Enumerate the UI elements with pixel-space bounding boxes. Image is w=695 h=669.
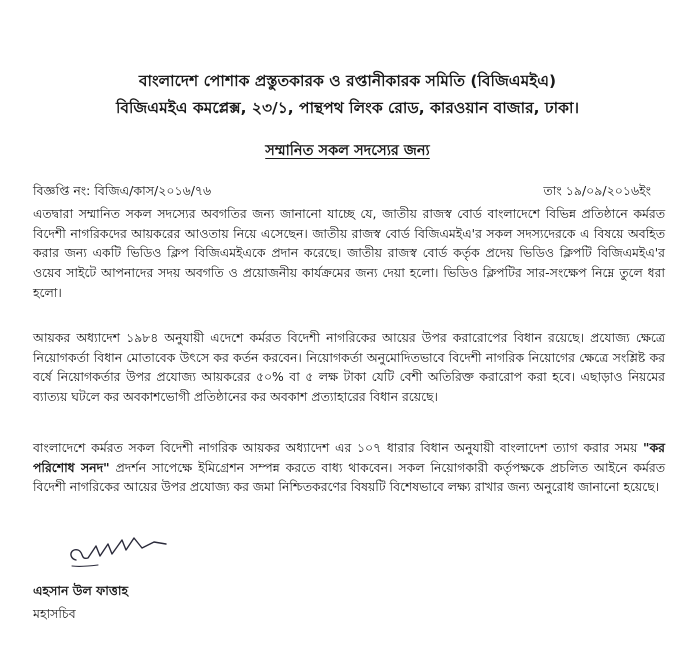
signer-designation: মহাসচিব [33, 606, 76, 621]
organization-name: বাংলাদেশ পোশাক প্রস্তুতকারক ও রপ্তানীকারক সমিতি (বিজিএমইএ) [138, 72, 557, 90]
paragraph-3 [33, 438, 665, 497]
paragraph-3-end: প্রদর্শন সাপেক্ষে ইমিগ্রেশন সম্পন্ন করতে বাধ্য থাকবেন। সকল নিয়োগকারী কর্তৃপক্ষকে প্রচলিত আইনে কর্মরত বিদেশী নাগরিকের আয়ের উপর প্রযোজ্য কর জমা নিশ্চিতকরণের বিষয়টি বিশেষভাবে লক্ষ্য রাখার জন্য অনুরোধ জানানো হয়েছে। [33, 459, 665, 495]
paragraph-1: এতদ্বারা সম্মানিত সকল সদস্যের অবগতির জন্য জানানো যাচ্ছে যে, জাতীয় রাজস্ব বোর্ড বাংলাদেশে বিভিন্ন প্রতিষ্ঠানে কর্মরত বিদেশী নাগরিকদের আয়করের আওতায় নিয়ে এসেছেন। জাতীয় রাজস্ব বোর্ড বিজিএমইএ'র সকল সদস্যদেরকে এ বিষয়ে অবহিত করার জন্য একটি ভিডিও ক্লিপ বিজিএমইএকে প্রদান করেছে। জাতীয় রাজস্ব বোর্ড কর্তৃক প্রদেয় ভিডিও ক্লিপটি বিজিএমইএ'র ওয়েব সাইটে আপনাদের সদয় অবগতি ও প্রয়োজনীয় কার্যক্রমের জন্য দেয়া হলো। ভিডিও ক্লিপটির সার-সংক্ষেপ নিম্নে তুলে ধরা হলো। [33, 206, 666, 300]
issue-date: তাং ১৯/০৯/২০১৬ইং [543, 183, 651, 198]
tax-clearance-certificate-quote: "কর পরিশোধ সনদ" [33, 440, 665, 475]
subject-text: সম্মানিত সকল সদস্যের জন্য [265, 143, 430, 159]
handwritten-signature [62, 530, 182, 570]
paragraph-2: আয়কর অধ্যাদেশ ১৯৮৪ অনুযায়ী এদেশে কর্মরত বিদেশী নাগরিকের আয়ের উপর করারোপের বিধান রয়েছে। প্রযোজ্য ক্ষেত্রে নিয়োগকর্তা বিধান মোতাবেক উৎসে কর কর্তন করবেন। নিয়োগকর্তা অনুমোদিতভাবে বিদেশী নাগরিক নিয়োগের ক্ষেত্রে সংশ্লিষ্ট কর বর্ষে নিয়োগকর্তার উপর প্রযোজ্য আয়করের ৫০% বা ৫ লক্ষ টাকা যেটি বেশী অতিরিক্ত করারোপ করা হবে। এছাড়াও নিয়মের ব্যাত্যয় ঘটলে কর অবকাশভোগী প্রতিষ্ঠানের কর অবকাশ প্রত্যাহারের বিধান রয়েছে। [33, 330, 665, 405]
subject-line [0, 140, 695, 164]
signer-name: এহসান উল ফাত্তাহ [33, 583, 129, 598]
paragraph-3-start: বাংলাদেশে কর্মরত সকল বিদেশী নাগরিক আয়কর অধ্যাদেশ এর ১০৭ ধারার বিধান অনুযায়ী বাংলাদেশ ত্যাগ করার সময় [33, 440, 638, 455]
reference-number: বিজ্ঞপ্তি নং: বিজিএ/কাস/২০১৬/৭৬ [33, 183, 212, 198]
organization-address: বিজিএমইএ কমপ্লেক্স, ২৩/১, পান্থপথ লিংক রোড, কারওয়ান বাজার, ঢাকা। [115, 99, 580, 117]
